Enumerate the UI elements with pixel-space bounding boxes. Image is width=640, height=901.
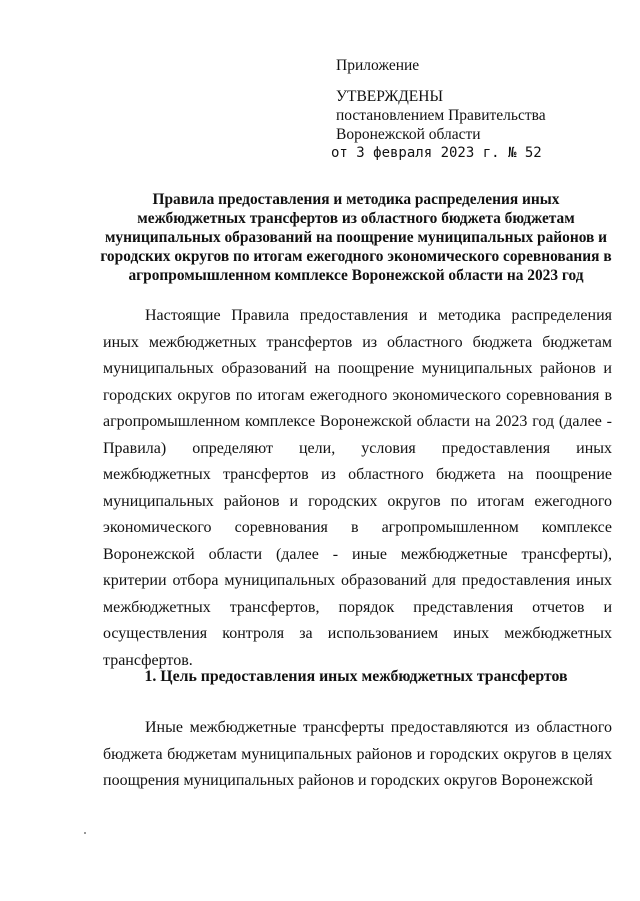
section-1-paragraph: Иные межбюджетные трансферты предоставляются из областного бюджета бюджетам муниципальных районов и городских округов в целях поощрения муниципальных районов и городских округов Воронежской — [103, 719, 612, 789]
appendix-label: Приложение — [336, 57, 420, 74]
document-title: Правила предоставления и методика распределения иных межбюджетных трансфертов из областного бюджета бюджетам муниципальных образований на поощрение муниципальных районов и городских округов по итогам ежегодного экономического соревнования в агропромышленном комплексе Воронежской области на 2023 год — [100, 191, 612, 284]
section-1-heading: 1. Цель предоставления иных межбюджетных трансфертов — [144, 668, 568, 685]
approved-label: УТВЕРЖДЕНЫ — [336, 88, 443, 105]
approval-block — [331, 56, 546, 163]
intro-paragraph: Настоящие Правила предоставления и методика распределения иных межбюджетных трансфертов из областного бюджета бюджетам муниципальных образований на поощрение муниципальных районов и городских округов по итогам ежегодного экономического соревнования в агропромышленном комплексе Воронежской области на 2023 год (далее - Правила) определяют цели, условия предоставления иных межбюджетных трансфертов из областного бюджета на поощрение муниципальных районов и городских округов по итогам ежегодного экономического соревнования в агропромышленном комплексе Воронежской области (далее - иные межбюджетные трансферты), критерии отбора муниципальных образований для предоставления иных межбюджетных трансфертов, порядок представления отчетов и осуществления контроля за использованием иных межбюджетных трансфертов. — [103, 307, 612, 669]
resolution-line: постановлением Правительства — [336, 107, 546, 124]
scan-speck — [84, 832, 86, 834]
region-line: Воронежской области — [336, 126, 481, 143]
date-number-line: от 3 февраля 2023 г. № 52 — [331, 145, 542, 161]
